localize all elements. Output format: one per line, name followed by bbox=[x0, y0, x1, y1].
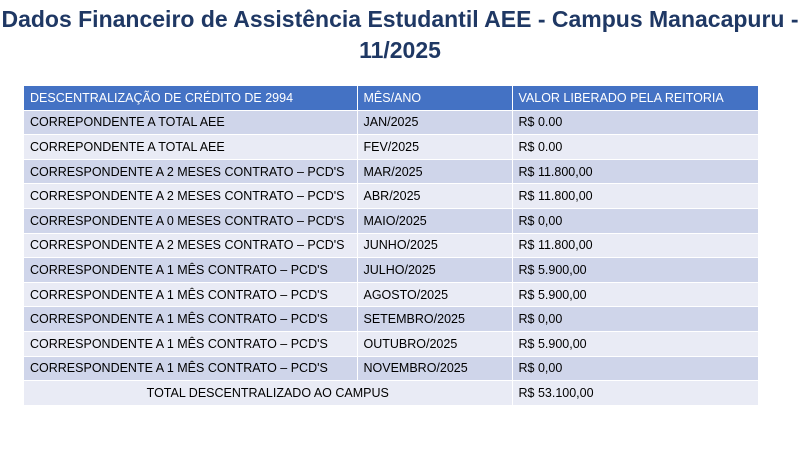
total-row bbox=[24, 381, 758, 406]
cell-descricao: CORRESPONDENTE A 2 MESES CONTRATO – PCD'S bbox=[24, 159, 357, 184]
cell-descricao: CORRESPONDENTE A 1 MÊS CONTRATO – PCD'S bbox=[24, 307, 357, 332]
cell-mes-ano: OUTUBRO/2025 bbox=[357, 331, 512, 356]
table-row bbox=[24, 307, 758, 332]
table-row bbox=[24, 356, 758, 381]
table-header bbox=[24, 86, 758, 110]
cell-mes-ano: SETEMBRO/2025 bbox=[357, 307, 512, 332]
table-header-row bbox=[24, 86, 758, 110]
cell-valor: R$ 5.900,00 bbox=[512, 258, 758, 283]
cell-valor: R$ 11.800,00 bbox=[512, 233, 758, 258]
column-header-valor: VALOR LIBERADO PELA REITORIA bbox=[512, 86, 758, 110]
table-row bbox=[24, 135, 758, 160]
cell-mes-ano: JAN/2025 bbox=[357, 110, 512, 135]
cell-valor: R$ 0,00 bbox=[512, 208, 758, 233]
cell-mes-ano: JULHO/2025 bbox=[357, 258, 512, 283]
cell-descricao: CORRESPONDENTE A 1 MÊS CONTRATO – PCD'S bbox=[24, 282, 357, 307]
cell-valor: R$ 0.00 bbox=[512, 110, 758, 135]
cell-mes-ano: FEV/2025 bbox=[357, 135, 512, 160]
cell-valor: R$ 0.00 bbox=[512, 135, 758, 160]
cell-valor: R$ 11.800,00 bbox=[512, 159, 758, 184]
cell-mes-ano: JUNHO/2025 bbox=[357, 233, 512, 258]
cell-descricao: CORRESPONDENTE A 2 MESES CONTRATO – PCD'S bbox=[24, 233, 357, 258]
page-title bbox=[0, 4, 800, 66]
page-title-line-2: 11/2025 bbox=[359, 37, 441, 63]
cell-mes-ano: MAR/2025 bbox=[357, 159, 512, 184]
cell-mes-ano: NOVEMBRO/2025 bbox=[357, 356, 512, 381]
cell-valor: R$ 0,00 bbox=[512, 307, 758, 332]
table-footer bbox=[24, 381, 758, 406]
table-row bbox=[24, 159, 758, 184]
cell-descricao: CORRESPONDENTE A 1 MÊS CONTRATO – PCD'S bbox=[24, 331, 357, 356]
table-body bbox=[24, 110, 758, 381]
column-header-mes-ano: MÊS/ANO bbox=[357, 86, 512, 110]
cell-descricao: CORRESPONDENTE A 2 MESES CONTRATO – PCD'S bbox=[24, 184, 357, 209]
cell-valor: R$ 0,00 bbox=[512, 356, 758, 381]
table-row bbox=[24, 233, 758, 258]
cell-mes-ano: AGOSTO/2025 bbox=[357, 282, 512, 307]
cell-descricao: CORRESPONDENTE A 1 MÊS CONTRATO – PCD'S bbox=[24, 356, 357, 381]
table-row bbox=[24, 110, 758, 135]
cell-descricao: CORRESPONDENTE A 0 MESES CONTRATO – PCD'S bbox=[24, 208, 357, 233]
table-row bbox=[24, 282, 758, 307]
table-row bbox=[24, 208, 758, 233]
total-label: TOTAL DESCENTRALIZADO AO CAMPUS bbox=[24, 381, 512, 406]
cell-descricao: CORREPONDENTE A TOTAL AEE bbox=[24, 135, 357, 160]
cell-descricao: CORRESPONDENTE A 1 MÊS CONTRATO – PCD'S bbox=[24, 258, 357, 283]
table-row bbox=[24, 184, 758, 209]
cell-mes-ano: ABR/2025 bbox=[357, 184, 512, 209]
financial-data-table bbox=[24, 86, 759, 406]
cell-mes-ano: MAIO/2025 bbox=[357, 208, 512, 233]
table-row bbox=[24, 258, 758, 283]
cell-valor: R$ 5.900,00 bbox=[512, 331, 758, 356]
page-title-line-1: Dados Financeiro de Assistência Estudantil AEE - Campus Manacapuru - bbox=[1, 6, 799, 32]
cell-descricao: CORREPONDENTE A TOTAL AEE bbox=[24, 110, 357, 135]
column-header-descricao: DESCENTRALIZAÇÃO DE CRÉDITO DE 2994 bbox=[24, 86, 357, 110]
cell-valor: R$ 11.800,00 bbox=[512, 184, 758, 209]
total-value: R$ 53.100,00 bbox=[512, 381, 758, 406]
cell-valor: R$ 5.900,00 bbox=[512, 282, 758, 307]
table-row bbox=[24, 331, 758, 356]
